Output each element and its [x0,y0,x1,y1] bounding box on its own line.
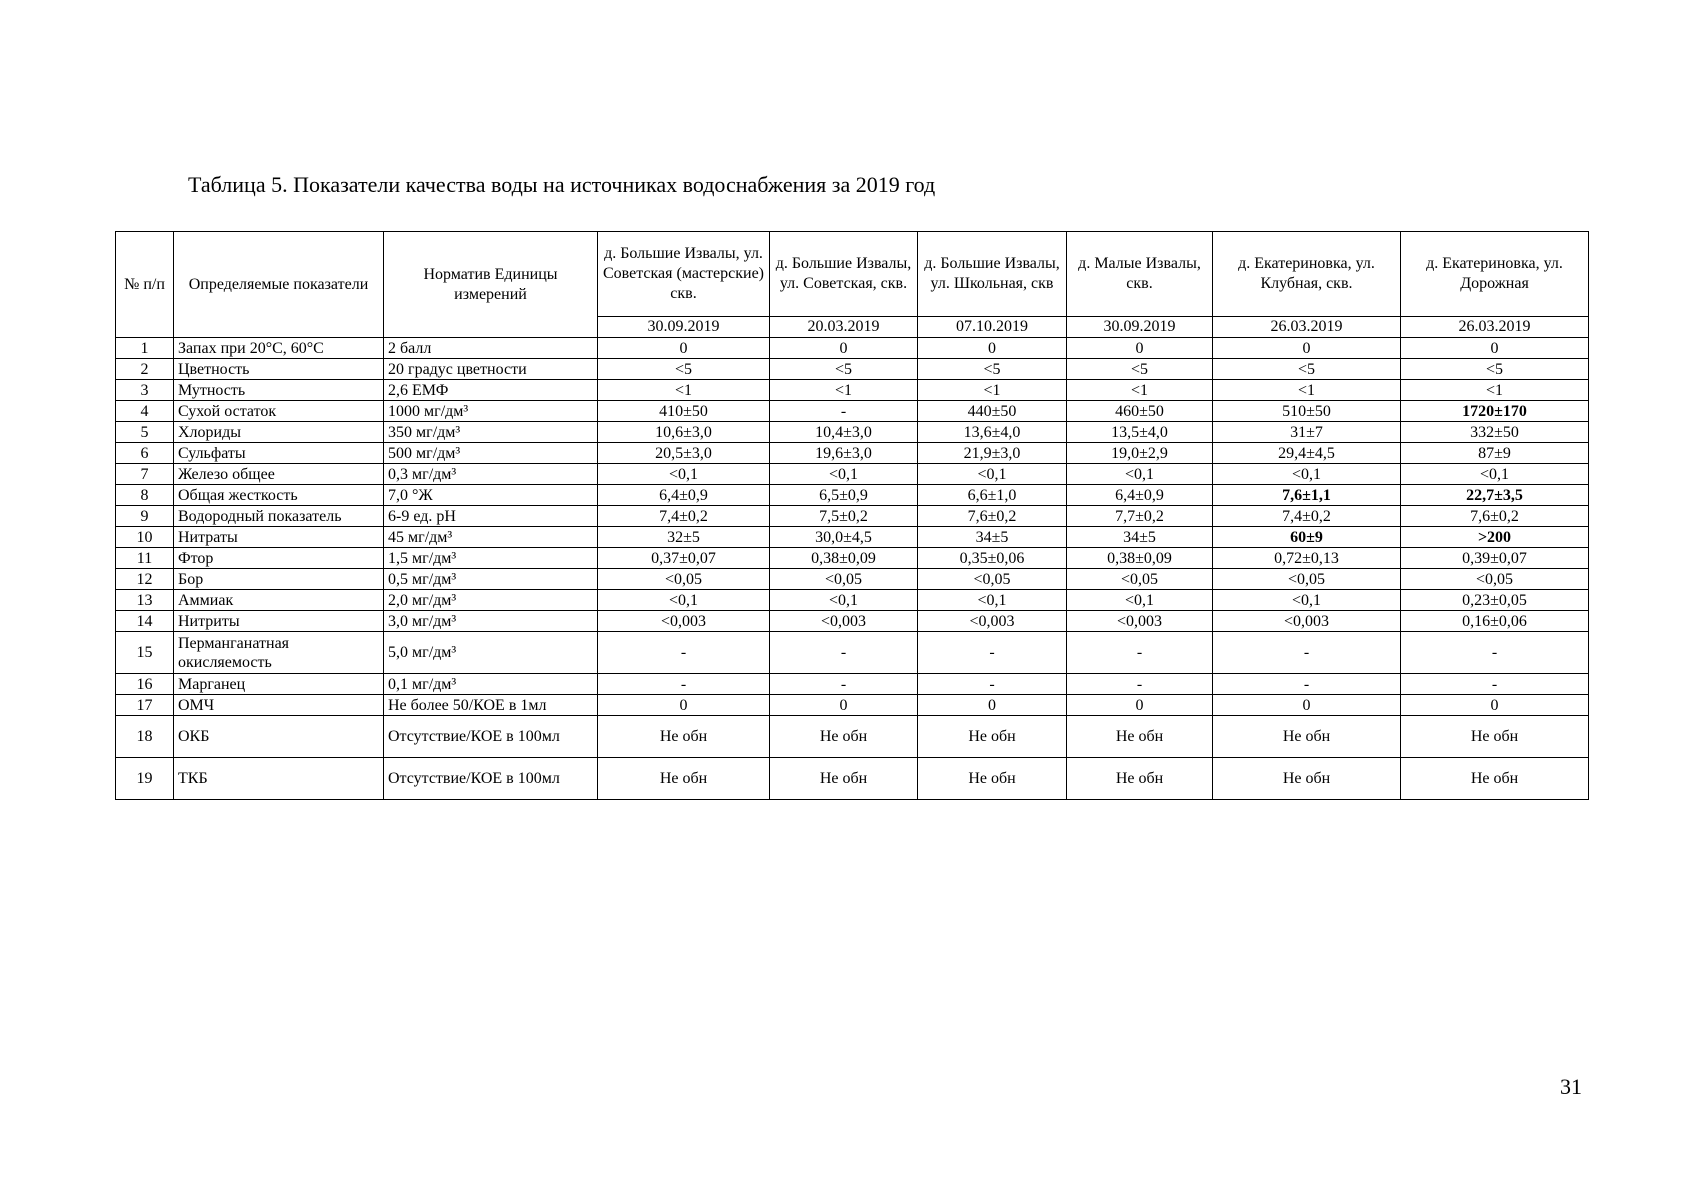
measurement-value: <0,1 [1067,590,1213,611]
header-source: д. Большие Извалы, ул. Советская (мастерские) скв. [598,232,770,317]
measurement-value: - [770,674,918,695]
table-row [116,569,1589,590]
measurement-value: <0,1 [1213,590,1401,611]
indicator-name: Общая жесткость [174,485,384,506]
measurement-value: <0,003 [598,611,770,632]
norm-value: 500 мг/дм³ [384,443,598,464]
measurement-value: 0 [770,338,918,359]
table-body [116,338,1589,800]
measurement-value: <0,1 [918,464,1067,485]
norm-value: 350 мг/дм³ [384,422,598,443]
norm-value: 5,0 мг/дм³ [384,632,598,674]
measurement-value: 440±50 [918,401,1067,422]
measurement-value: <0,05 [770,569,918,590]
row-number: 18 [116,716,174,758]
norm-value: 3,0 мг/дм³ [384,611,598,632]
measurement-value: <5 [770,359,918,380]
measurement-value: <0,05 [598,569,770,590]
measurement-value: 7,6±1,1 [1213,485,1401,506]
measurement-value: <0,05 [918,569,1067,590]
measurement-value: - [918,632,1067,674]
indicator-name: ОМЧ [174,695,384,716]
measurement-value: <0,1 [1401,464,1589,485]
norm-value: Отсутствие/КОЕ в 100мл [384,758,598,800]
table-row [116,338,1589,359]
table-row [116,716,1589,758]
row-number: 8 [116,485,174,506]
measurement-value: 32±5 [598,527,770,548]
measurement-value: 13,6±4,0 [918,422,1067,443]
measurement-value: 10,4±3,0 [770,422,918,443]
measurement-value: 6,4±0,9 [598,485,770,506]
norm-value: 0,3 мг/дм³ [384,464,598,485]
indicator-name: Фтор [174,548,384,569]
row-number: 5 [116,422,174,443]
measurement-value: 30,0±4,5 [770,527,918,548]
table-row [116,359,1589,380]
norm-value: 2,6 ЕМФ [384,380,598,401]
measurement-value: Не обн [1213,716,1401,758]
measurement-value: 510±50 [1213,401,1401,422]
page-number: 31 [1560,1074,1582,1099]
indicator-name: Нитриты [174,611,384,632]
row-number: 6 [116,443,174,464]
row-number: 14 [116,611,174,632]
indicator-name: Железо общее [174,464,384,485]
row-number: 7 [116,464,174,485]
measurement-value: 0 [1213,338,1401,359]
measurement-value: 60±9 [1213,527,1401,548]
table-row [116,422,1589,443]
table-row [116,695,1589,716]
measurement-value: <0,05 [1401,569,1589,590]
norm-value: 2,0 мг/дм³ [384,590,598,611]
measurement-value: 7,4±0,2 [1213,506,1401,527]
measurement-value: 7,4±0,2 [598,506,770,527]
row-number: 4 [116,401,174,422]
measurement-value: 22,7±3,5 [1401,485,1589,506]
row-number: 16 [116,674,174,695]
measurement-value: 7,5±0,2 [770,506,918,527]
measurement-value: 1720±170 [1401,401,1589,422]
row-number: 12 [116,569,174,590]
measurement-value: 0,72±0,13 [1213,548,1401,569]
norm-value: 6-9 ед. pH [384,506,598,527]
measurement-value: <1 [1401,380,1589,401]
indicator-name: Аммиак [174,590,384,611]
measurement-value: - [918,674,1067,695]
header-date: 26.03.2019 [1213,317,1401,338]
measurement-value: - [770,632,918,674]
measurement-value: - [1213,632,1401,674]
measurement-value: <0,003 [770,611,918,632]
measurement-value: 0,39±0,07 [1401,548,1589,569]
measurement-value: <0,05 [1067,569,1213,590]
measurement-value: <0,003 [918,611,1067,632]
table-row [116,632,1589,674]
measurement-value: - [598,674,770,695]
measurement-value: 10,6±3,0 [598,422,770,443]
measurement-value: Не обн [918,758,1067,800]
norm-value: 0,5 мг/дм³ [384,569,598,590]
measurement-value: 0,16±0,06 [1401,611,1589,632]
measurement-value: 31±7 [1213,422,1401,443]
measurement-value: 21,9±3,0 [918,443,1067,464]
row-number: 19 [116,758,174,800]
measurement-value: 410±50 [598,401,770,422]
table-row [116,401,1589,422]
indicator-name: Водородный показатель [174,506,384,527]
measurement-value: 0,38±0,09 [1067,548,1213,569]
indicator-name: Нитраты [174,527,384,548]
measurement-value: 332±50 [1401,422,1589,443]
measurement-value: <1 [770,380,918,401]
measurement-value: <0,1 [1213,464,1401,485]
measurement-value: 19,0±2,9 [1067,443,1213,464]
header-date: 30.09.2019 [598,317,770,338]
measurement-value: 0 [1401,338,1589,359]
indicator-name: Хлориды [174,422,384,443]
measurement-value: 0 [598,338,770,359]
measurement-value: <1 [598,380,770,401]
measurement-value: <0,1 [598,590,770,611]
header-source: д. Екатериновка, ул. Дорожная [1401,232,1589,317]
row-number: 13 [116,590,174,611]
measurement-value: - [1401,674,1589,695]
measurement-value: 7,6±0,2 [1401,506,1589,527]
indicator-name: ТКБ [174,758,384,800]
row-number: 1 [116,338,174,359]
norm-value: 2 балл [384,338,598,359]
measurement-value: Не обн [770,716,918,758]
measurement-value: 0 [598,695,770,716]
measurement-value: 0,38±0,09 [770,548,918,569]
norm-value: Не более 50/КОЕ в 1мл [384,695,598,716]
table-row [116,674,1589,695]
measurement-value: <0,1 [918,590,1067,611]
measurement-value: <5 [1213,359,1401,380]
indicator-name: Сульфаты [174,443,384,464]
measurement-value: 0 [918,695,1067,716]
measurement-value: <1 [1067,380,1213,401]
measurement-value: 29,4±4,5 [1213,443,1401,464]
norm-value: 7,0 °Ж [384,485,598,506]
indicator-name: ОКБ [174,716,384,758]
measurement-value: 0 [1213,695,1401,716]
measurement-value: <0,1 [1067,464,1213,485]
measurement-value: <0,1 [770,590,918,611]
measurement-value: 20,5±3,0 [598,443,770,464]
measurement-value: <5 [918,359,1067,380]
measurement-value: 34±5 [1067,527,1213,548]
measurement-value: Не обн [770,758,918,800]
measurement-value: 6,6±1,0 [918,485,1067,506]
measurement-value: 19,6±3,0 [770,443,918,464]
measurement-value: Не обн [598,716,770,758]
measurement-value: - [1401,632,1589,674]
indicator-name: Мутность [174,380,384,401]
row-number: 15 [116,632,174,674]
header-source: д. Большие Извалы, ул. Советская, скв. [770,232,918,317]
table-row [116,485,1589,506]
measurement-value: - [770,401,918,422]
table-row [116,611,1589,632]
measurement-value: - [1067,674,1213,695]
measurement-value: 6,5±0,9 [770,485,918,506]
measurement-value: Не обн [1067,758,1213,800]
table-row [116,527,1589,548]
header-source: д. Большие Извалы, ул. Школьная, скв [918,232,1067,317]
indicator-name: Бор [174,569,384,590]
row-number: 11 [116,548,174,569]
measurement-value: <0,1 [598,464,770,485]
row-number: 17 [116,695,174,716]
row-number: 9 [116,506,174,527]
measurement-value: Не обн [1067,716,1213,758]
measurement-value: 460±50 [1067,401,1213,422]
header-date: 20.03.2019 [770,317,918,338]
measurement-value: - [598,632,770,674]
water-quality-table [115,231,1589,800]
table-row [116,464,1589,485]
norm-value: 1,5 мг/дм³ [384,548,598,569]
measurement-value: <0,003 [1213,611,1401,632]
measurement-value: Не обн [1401,716,1589,758]
table-row [116,590,1589,611]
measurement-value: 0 [1067,695,1213,716]
table-caption: Таблица 5. Показатели качества воды на источниках водоснабжения за 2019 год [188,172,936,197]
table-row [116,758,1589,800]
measurement-value: >200 [1401,527,1589,548]
row-number: 3 [116,380,174,401]
row-number: 10 [116,527,174,548]
header-source: д. Малые Извалы, скв. [1067,232,1213,317]
row-number: 2 [116,359,174,380]
measurement-value: Не обн [918,716,1067,758]
measurement-value: <0,003 [1067,611,1213,632]
measurement-value: 0 [1401,695,1589,716]
measurement-value: 6,4±0,9 [1067,485,1213,506]
norm-value: 1000 мг/дм³ [384,401,598,422]
measurement-value: 13,5±4,0 [1067,422,1213,443]
measurement-value: 7,6±0,2 [918,506,1067,527]
measurement-value: Не обн [1213,758,1401,800]
indicator-name: Запах при 20°C, 60°C [174,338,384,359]
header-source: д. Екатериновка, ул. Клубная, скв. [1213,232,1401,317]
measurement-value: - [1213,674,1401,695]
measurement-value: <5 [598,359,770,380]
measurement-value: <0,1 [770,464,918,485]
header-date: 07.10.2019 [918,317,1067,338]
table-row [116,443,1589,464]
header-indicator: Определяемые показатели [174,232,384,338]
norm-value: 45 мг/дм³ [384,527,598,548]
indicator-name: Цветность [174,359,384,380]
header-date: 30.09.2019 [1067,317,1213,338]
measurement-value: <1 [918,380,1067,401]
header-norm: Норматив Единицы измерений [384,232,598,338]
measurement-value: 0 [770,695,918,716]
measurement-value: 0 [918,338,1067,359]
norm-value: 20 градус цветности [384,359,598,380]
measurement-value: 34±5 [918,527,1067,548]
measurement-value: Не обн [1401,758,1589,800]
measurement-value: 0,35±0,06 [918,548,1067,569]
measurement-value: 87±9 [1401,443,1589,464]
measurement-value: <5 [1401,359,1589,380]
measurement-value: 0,37±0,07 [598,548,770,569]
table-row [116,380,1589,401]
indicator-name: Марганец [174,674,384,695]
norm-value: 0,1 мг/дм³ [384,674,598,695]
measurement-value: Не обн [598,758,770,800]
measurement-value: <0,05 [1213,569,1401,590]
norm-value: Отсутствие/КОЕ в 100мл [384,716,598,758]
header-num: № п/п [116,232,174,338]
measurement-value: 7,7±0,2 [1067,506,1213,527]
table-row [116,506,1589,527]
measurement-value: - [1067,632,1213,674]
header-date: 26.03.2019 [1401,317,1589,338]
measurement-value: <5 [1067,359,1213,380]
indicator-name: Сухой остаток [174,401,384,422]
measurement-value: 0,23±0,05 [1401,590,1589,611]
measurement-value: <1 [1213,380,1401,401]
measurement-value: 0 [1067,338,1213,359]
table-row [116,548,1589,569]
indicator-name: Перманганатная окисляемость [174,632,384,674]
